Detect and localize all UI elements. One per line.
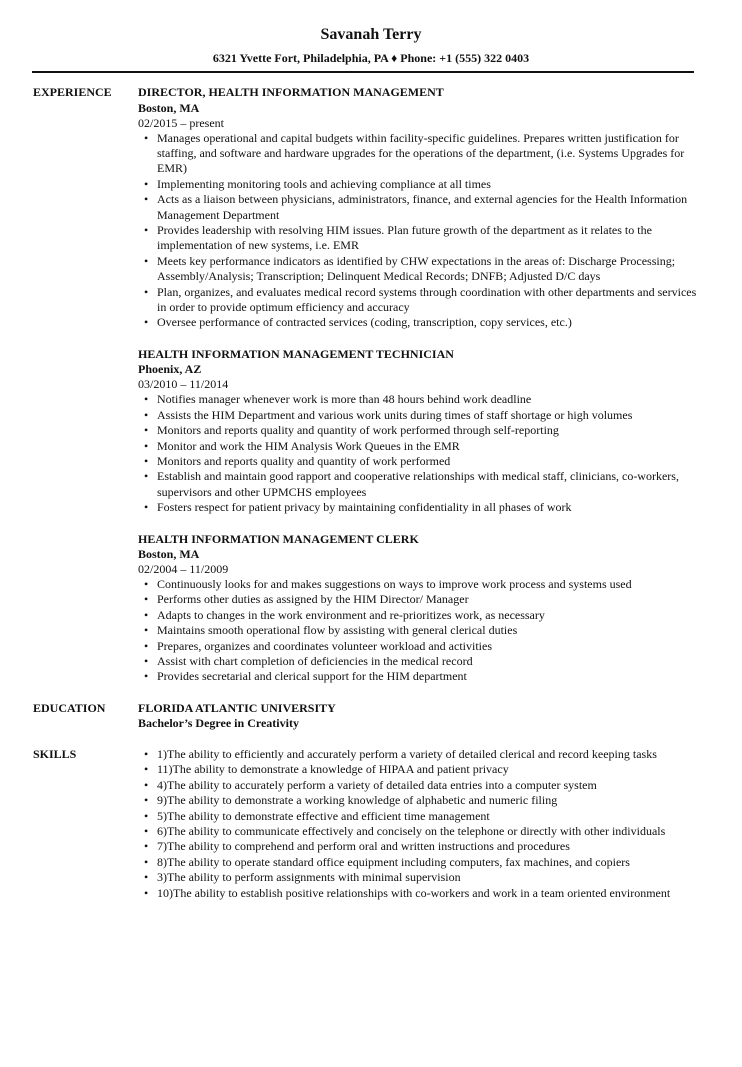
job-bullet: • Performs other duties as assigned by the HIM Director/ Manager <box>138 592 698 607</box>
skill-item: • 7)The ability to comprehend and perform oral and written instructions and procedures <box>138 839 698 854</box>
job-bullet: • Fosters respect for patient privacy by maintaining confidentiality in all phases of work <box>138 500 698 515</box>
job-entry <box>138 532 698 685</box>
job-bullet: • Plan, organizes, and evaluates medical record systems through coordination with other departments and services in order to provide optimum efficiency and accuracy <box>138 285 698 316</box>
job-bullet: • Establish and maintain good rapport and cooperative relationships with medical staff, clinicians, co-workers, supervisors and other UPMCHS employees <box>138 469 698 500</box>
contact-line: 6321 Yvette Fort, Philadelphia, PA ♦ Phone: +1 (555) 322 0403 <box>212 51 530 65</box>
experience-list <box>138 85 698 685</box>
skill-item: • 8)The ability to operate standard office equipment including computers, fax machines, and copiers <box>138 855 698 870</box>
job-title: HEALTH INFORMATION MANAGEMENT TECHNICIAN <box>138 346 454 361</box>
job-title: DIRECTOR, HEALTH INFORMATION MANAGEMENT <box>138 85 444 99</box>
job-bullet: • Manages operational and capital budgets within facility-specific guidelines. Prepares written justification for staffing, and software and hardware upgrades for the operations of the department, (i.e. Systems Upgrades for EMR) <box>138 131 698 177</box>
skills-section <box>0 747 742 901</box>
job-bullet: • Monitor and work the HIM Analysis Work Queues in the EMR <box>138 439 698 454</box>
education-heading: EDUCATION <box>33 700 106 715</box>
job-bullet: • Notifies manager whenever work is more than 48 hours behind work deadline <box>138 392 698 407</box>
job-bullets <box>138 577 698 685</box>
job-bullet: • Implementing monitoring tools and achieving compliance at all times <box>138 177 698 192</box>
skill-item: • 3)The ability to perform assignments with minimal supervision <box>138 870 698 885</box>
job-title: HEALTH INFORMATION MANAGEMENT CLERK <box>138 531 419 546</box>
job-entry <box>138 347 698 516</box>
job-bullet: • Assist with chart completion of deficiencies in the medical record <box>138 654 698 669</box>
skill-item: • 1)The ability to efficiently and accurately perform a variety of detailed clerical and record keeping tasks <box>138 747 698 762</box>
job-bullet: • Adapts to changes in the work environment and re-prioritizes work, as necessary <box>138 608 698 623</box>
skills-heading: SKILLS <box>33 746 77 761</box>
skill-item: • 9)The ability to demonstrate a working knowledge of alphabetic and numeric filing <box>138 793 698 808</box>
job-bullet: • Provides leadership with resolving HIM issues. Plan future growth of the department as it relates to the implementation of new systems, i.e. EMR <box>138 223 698 254</box>
job-bullet: • Maintains smooth operational flow by assisting with general clerical duties <box>138 623 698 638</box>
job-dates: 03/2010 – 11/2014 <box>138 377 229 392</box>
degree-name: Bachelor’s Degree in Creativity <box>138 716 299 731</box>
job-bullet: • Meets key performance indicators as identified by CHW expectations in the areas of: Discharge Processing; Assembly/Analysis; Transcription; Delinquent Medical Records; DNFB; Adjusted D/C days <box>138 254 698 285</box>
job-bullet: • Monitors and reports quality and quantity of work performed <box>138 454 698 469</box>
header-divider <box>32 71 694 73</box>
job-entry <box>138 85 698 331</box>
job-dates: 02/2004 – 11/2009 <box>138 562 229 577</box>
job-bullets <box>138 392 698 515</box>
school-name: FLORIDA ATLANTIC UNIVERSITY <box>138 700 336 715</box>
job-bullet: • Monitors and reports quality and quantity of work performed through self-reporting <box>138 423 698 438</box>
job-location: Phoenix, AZ <box>138 362 202 377</box>
job-location: Boston, MA <box>138 100 200 115</box>
job-location: Boston, MA <box>138 547 200 562</box>
skill-item: • 5)The ability to demonstrate effective and efficient time management <box>138 809 698 824</box>
resume-header <box>0 0 742 66</box>
experience-heading: EXPERIENCE <box>33 85 112 99</box>
job-bullet: • Provides secretarial and clerical support for the HIM department <box>138 669 698 684</box>
job-bullet: • Acts as a liaison between physicians, administrators, finance, and external agencies for the Health Information Management Department <box>138 192 698 223</box>
job-bullet: • Oversee performance of contracted services (coding, transcription, copy services, etc.) <box>138 315 698 330</box>
skills-list <box>138 747 698 901</box>
job-bullet: • Assists the HIM Department and various work units during times of staff shortage or high volumes <box>138 408 698 423</box>
job-bullets <box>138 131 698 331</box>
experience-section <box>0 85 742 685</box>
skill-item: • 6)The ability to communicate effectively and concisely on the telephone or directly with other individuals <box>138 824 698 839</box>
candidate-name: Savanah Terry <box>320 26 422 43</box>
skill-item: • 11)The ability to demonstrate a knowledge of HIPAA and patient privacy <box>138 762 698 777</box>
job-bullet: • Continuously looks for and makes suggestions on ways to improve work process and systems used <box>138 577 698 592</box>
job-dates: 02/2015 – present <box>138 115 224 130</box>
education-section <box>0 701 742 732</box>
skill-item: • 10)The ability to establish positive relationships with co-workers and work in a team oriented environment <box>138 886 698 901</box>
job-bullet: • Prepares, organizes and coordinates volunteer workload and activities <box>138 639 698 654</box>
skill-item: • 4)The ability to accurately perform a variety of detailed data entries into a computer system <box>138 778 698 793</box>
